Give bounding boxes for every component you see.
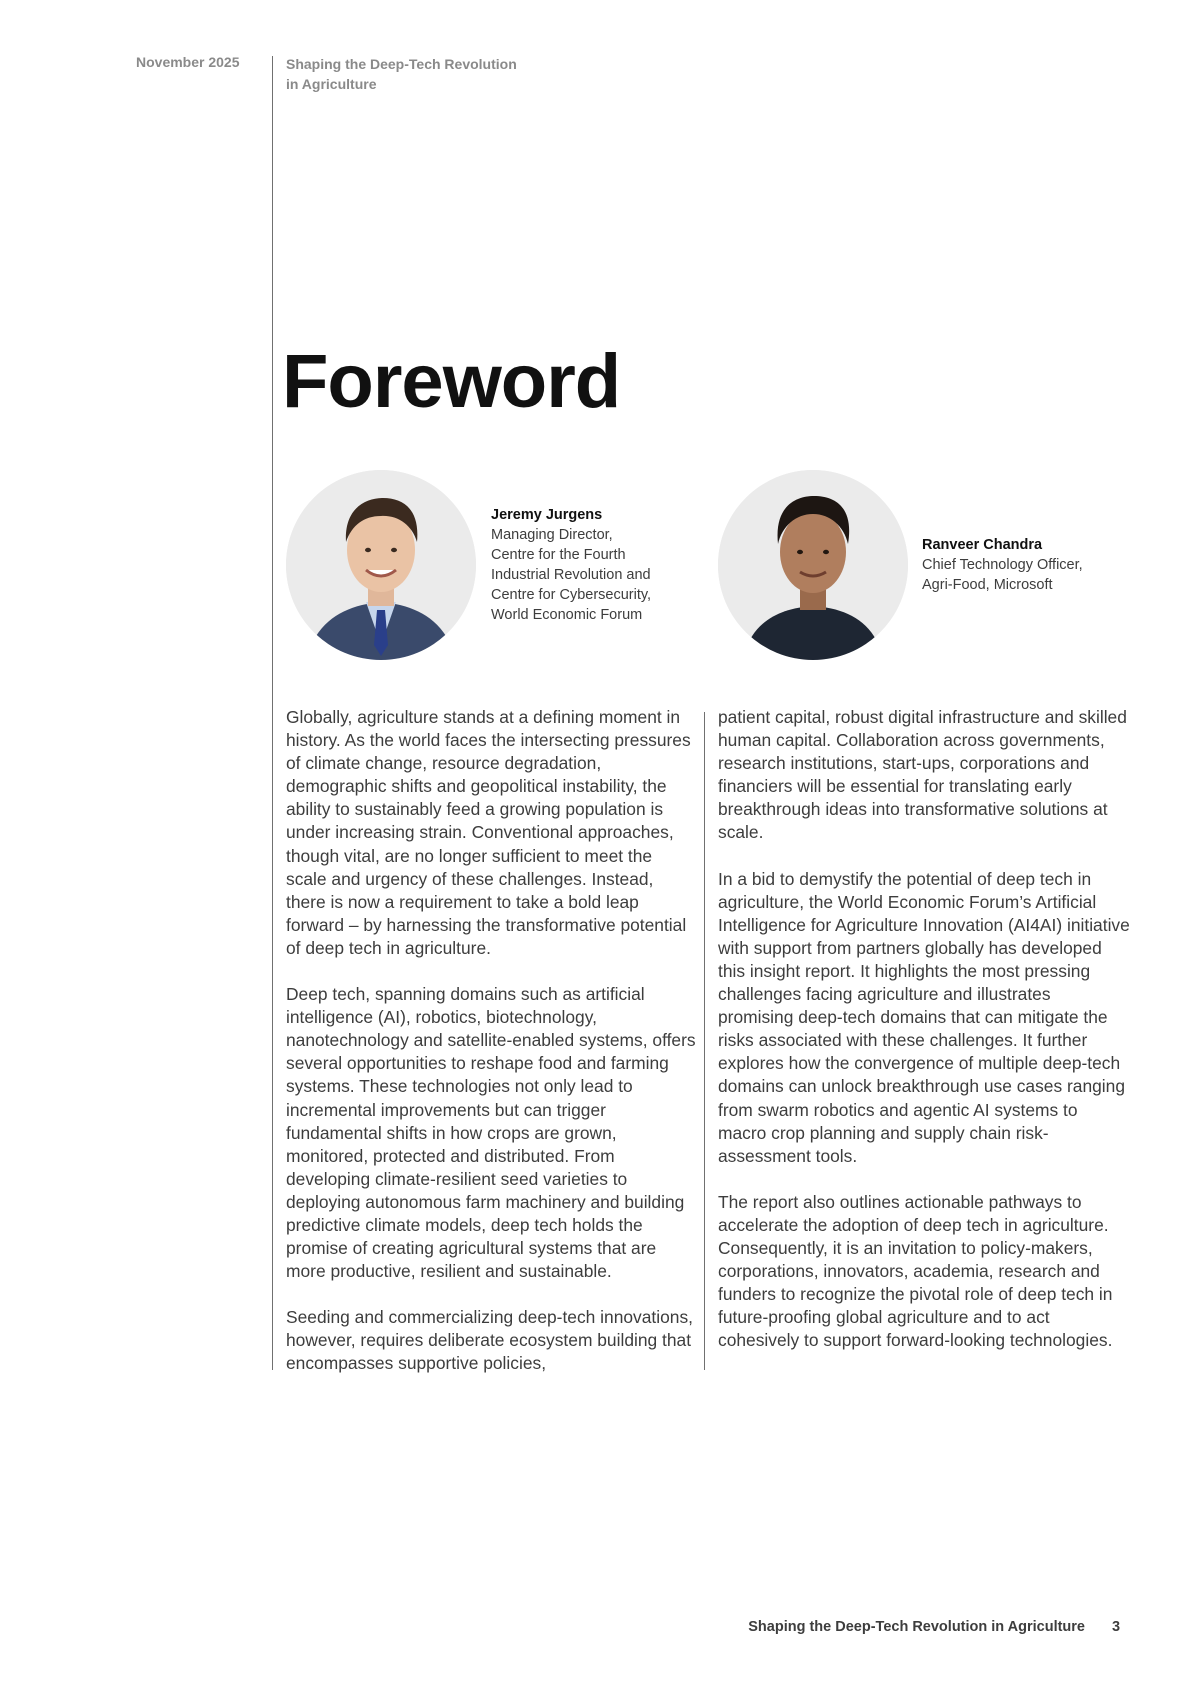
author-bio-1 bbox=[491, 505, 681, 625]
author-photo-jeremy-jurgens bbox=[286, 470, 476, 660]
header-title-line1: Shaping the Deep-Tech Revolution bbox=[286, 56, 517, 72]
page-title: Foreword bbox=[282, 339, 621, 424]
paragraph: Globally, agriculture stands at a defining moment in history. As the world faces the intersecting pressures of climate change, resource degradation, demographic shifts and geopolitical instability, the ability to sustainably feed a growing population is under increasing strain. Conventional approaches, though vital, are no longer sufficient to meet the scale and urgency of these challenges. Instead, there is now a requirement to take a bold leap forward – by harnessing the transformative potential of deep tech in agriculture. bbox=[286, 707, 691, 958]
footer-title: Shaping the Deep-Tech Revolution in Agriculture bbox=[748, 1619, 1085, 1635]
author-name: Jeremy Jurgens bbox=[491, 507, 603, 523]
header-title-line2: in Agriculture bbox=[286, 76, 377, 92]
body-column-right bbox=[718, 706, 1130, 1375]
author-bio-2 bbox=[922, 535, 1122, 595]
author-name: Ranveer Chandra bbox=[922, 537, 1043, 553]
paragraph: patient capital, robust digital infrastructure and skilled human capital. Collaboration across governments, research institutions, start-ups, corporations and financiers will be essential for translating early breakthrough ideas into transformative solutions at scale. bbox=[718, 707, 1127, 843]
author-role: Managing Director, Centre for the Fourth Industrial Revolution and Centre for Cybersecurity, World Economic Forum bbox=[491, 527, 652, 623]
page-number: 3 bbox=[1112, 1619, 1121, 1635]
body-column-left bbox=[286, 706, 696, 1399]
paragraph: Deep tech, spanning domains such as artificial intelligence (AI), robotics, biotechnology, nanotechnology and satellite-enabled systems, offers several opportunities to reshape food and farming systems. These technologies not only lead to incremental improvements but can trigger fundamental shifts in how crops are grown, monitored, protected and distributed. From developing climate-resilient seed varieties to deploying autonomous farm machinery and building predictive climate models, deep tech holds the promise of creating agricultural systems that are more productive, resilient and sustainable. bbox=[286, 984, 696, 1282]
portrait-icon bbox=[286, 470, 476, 660]
paragraph: Seeding and commercializing deep-tech innovations, however, requires deliberate ecosystem building that encompasses supportive policies, bbox=[286, 1307, 693, 1374]
author-role: Chief Technology Officer, Agri-Food, Microsoft bbox=[922, 557, 1083, 593]
author-photo-ranveer-chandra bbox=[718, 470, 908, 660]
paragraph: The report also outlines actionable pathways to accelerate the adoption of deep tech in agriculture. Consequently, it is an invitation to policy-makers, corporations, innovators, academia, research and funders to recognize the pivotal role of deep tech in future-proofing global agriculture and to act cohesively to support forward-looking technologies. bbox=[718, 1191, 1113, 1351]
column-divider bbox=[704, 712, 705, 1370]
header-date: November 2025 bbox=[136, 54, 240, 70]
portrait-icon bbox=[718, 470, 908, 660]
header-title bbox=[286, 54, 586, 94]
left-divider bbox=[272, 56, 273, 1370]
paragraph: In a bid to demystify the potential of deep tech in agriculture, the World Economic Forum’s Artificial Intelligence for Agriculture Innovation (AI4AI) initiative with support from partners globally has developed this insight report. It highlights the most pressing challenges facing agriculture and illustrates promising deep-tech domains that can mitigate the risks associated with these challenges. It further explores how the convergence of multiple deep-tech domains can unlock breakthrough use cases ranging from swarm robotics and agentic AI systems to macro crop planning and supply chain risk-assessment tools. bbox=[718, 868, 1130, 1166]
